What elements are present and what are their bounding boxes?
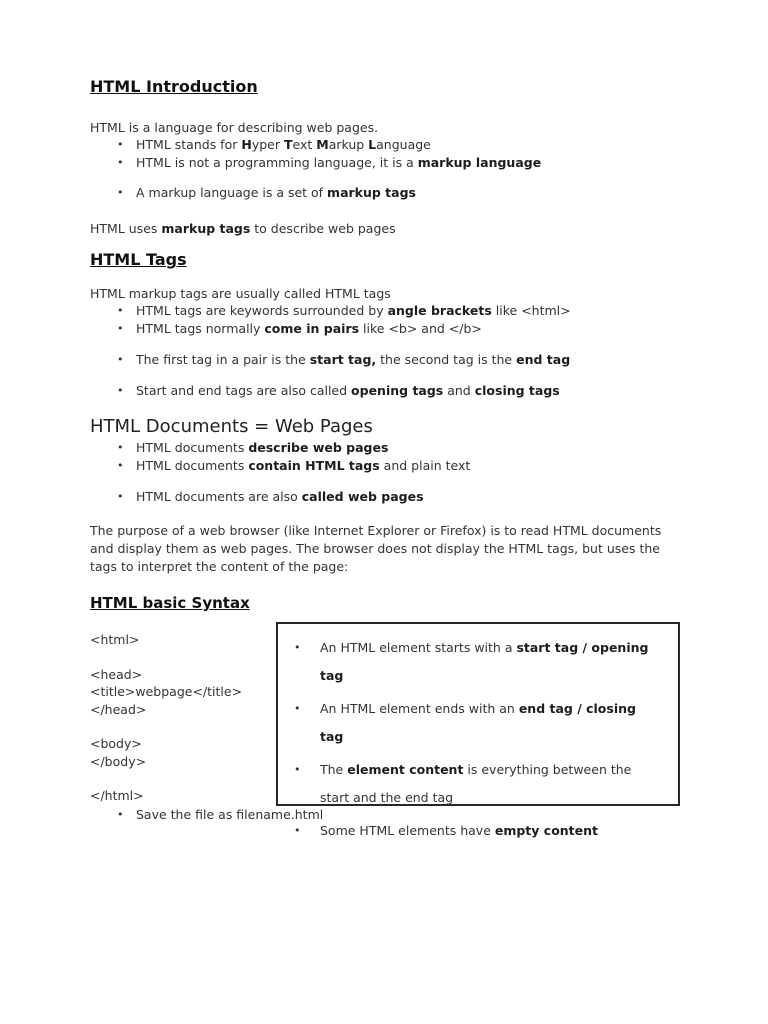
- list-item: [294, 817, 662, 845]
- syntax-note-box: [276, 622, 680, 838]
- code-line: <html>: [90, 632, 140, 647]
- list-item-text: HTML documents contain HTML tags and plain text: [136, 458, 471, 473]
- bullet-icon: •: [294, 702, 301, 715]
- list-item-text: An HTML element ends with an end tag / closing tag: [320, 701, 636, 744]
- list-item: [117, 439, 680, 457]
- bullet-icon: •: [117, 186, 124, 199]
- bullet-icon: •: [294, 763, 301, 776]
- heading-html-documents: HTML Documents = Web Pages: [90, 416, 373, 437]
- bullet-icon: •: [117, 808, 124, 821]
- list-item: [294, 634, 662, 690]
- list-item-text: Save the file as filename.html: [136, 807, 324, 822]
- list-item-text: HTML tags normally come in pairs like <b> and </b>: [136, 321, 482, 336]
- uses-paragraph: HTML uses markup tags to describe web pages: [90, 221, 396, 236]
- syntax-note-list: [294, 634, 662, 845]
- heading-html-tags: HTML Tags: [90, 250, 187, 269]
- list-item: [117, 320, 680, 338]
- code-line: <body>: [90, 736, 142, 751]
- bullet-icon: •: [294, 641, 301, 654]
- list-item: [117, 302, 680, 320]
- bullet-icon: •: [117, 138, 124, 151]
- bullet-icon: •: [117, 459, 124, 472]
- list-item: [117, 184, 680, 202]
- html-code-sample: [90, 622, 276, 805]
- list-item: [117, 488, 680, 506]
- tags-bullet-list: [90, 302, 680, 400]
- code-line: </head>: [90, 701, 147, 717]
- bullet-icon: •: [117, 353, 124, 366]
- list-item-text: HTML stands for Hyper Text Markup Language: [136, 137, 431, 152]
- intro-paragraph: HTML is a language for describing web pages.: [90, 120, 379, 135]
- bullet-icon: •: [294, 824, 301, 837]
- code-group: [90, 666, 276, 719]
- list-item-text: Some HTML elements have empty content: [320, 823, 599, 838]
- code-group: [90, 787, 276, 805]
- list-item-text: HTML documents are also called web pages: [136, 489, 424, 504]
- list-item: [117, 154, 680, 172]
- browser-purpose-paragraph: The purpose of a web browser (like Internet Explorer or Firefox) is to read HTML documents and display them as web pages. The browser does not display the HTML tags, but uses the tags to interpret the content of the page:: [90, 523, 662, 574]
- list-item: [294, 695, 662, 751]
- list-item-text: Start and end tags are also called opening tags and closing tags: [136, 383, 560, 398]
- list-item-text: HTML is not a programming language, it is a markup language: [136, 155, 542, 170]
- documents-bullet-list: [90, 439, 680, 506]
- bullet-icon: •: [117, 441, 124, 454]
- list-item: [294, 756, 662, 812]
- bullet-icon: •: [117, 304, 124, 317]
- list-item-text: HTML tags are keywords surrounded by angle brackets like <html>: [136, 303, 571, 318]
- intro-bullet-list: [90, 136, 680, 202]
- code-line: <title>webpage</title>: [90, 684, 243, 699]
- list-item-text: The first tag in a pair is the start tag, the second tag is the end tag: [136, 352, 571, 367]
- bullet-icon: •: [117, 156, 124, 169]
- list-item-text: The element content is everything between the start and the end tag: [320, 762, 632, 805]
- list-item: [117, 136, 680, 154]
- code-group: [90, 631, 276, 649]
- heading-html-basic-syntax: HTML basic Syntax: [90, 594, 250, 612]
- bullet-icon: •: [117, 490, 124, 503]
- bullet-icon: •: [117, 384, 124, 397]
- list-item-text: HTML documents describe web pages: [136, 440, 389, 455]
- heading-html-introduction: HTML Introduction: [90, 77, 258, 96]
- list-item-text: An HTML element starts with a start tag / opening tag: [320, 640, 649, 683]
- list-item-text: A markup language is a set of markup tags: [136, 185, 416, 200]
- code-line: </html>: [90, 788, 144, 803]
- list-item: [117, 382, 680, 400]
- list-item: [117, 457, 680, 475]
- code-line: <head>: [90, 666, 143, 682]
- bullet-icon: •: [117, 322, 124, 335]
- tags-paragraph: HTML markup tags are usually called HTML tags: [90, 286, 391, 301]
- code-line: </body>: [90, 753, 147, 769]
- list-item: [117, 351, 680, 369]
- code-group: [90, 735, 276, 770]
